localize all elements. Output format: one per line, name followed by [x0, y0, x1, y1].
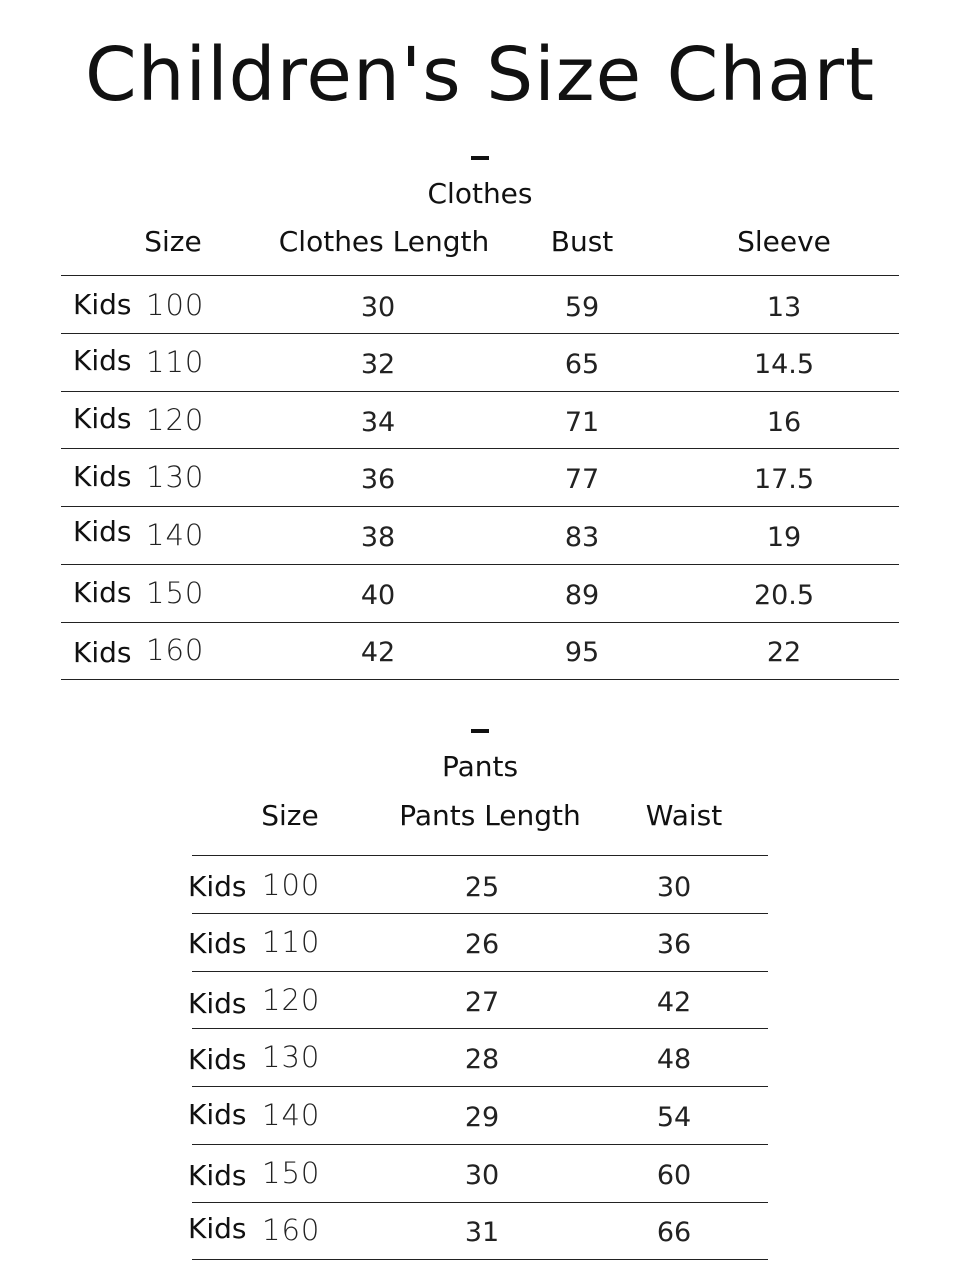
waist-value: 42	[656, 987, 692, 1018]
size-value: 110	[146, 345, 205, 379]
size-value: 110	[262, 925, 321, 959]
size-value: 100	[146, 288, 205, 322]
table-row	[0, 334, 960, 392]
length-value: 42	[360, 637, 396, 668]
table-row	[0, 1203, 960, 1261]
length-value: 30	[464, 1160, 500, 1191]
kids-label: Kids	[188, 870, 247, 903]
table-row	[0, 276, 960, 334]
kids-label: Kids	[73, 344, 132, 377]
size-value: 140	[146, 518, 205, 552]
table-row	[0, 1087, 960, 1145]
table-row	[0, 507, 960, 565]
clothes-header-bust: Bust	[550, 225, 614, 258]
bust-value: 71	[564, 407, 600, 438]
clothes-header-length: Clothes Length	[278, 225, 490, 258]
size-value: 120	[146, 403, 205, 437]
table-rule	[192, 1259, 768, 1260]
kids-label: Kids	[73, 460, 132, 493]
kids-label: Kids	[73, 402, 132, 435]
waist-value: 36	[656, 929, 692, 960]
length-value: 34	[360, 407, 396, 438]
table-row	[0, 856, 960, 914]
bust-value: 89	[564, 580, 600, 611]
kids-label: Kids	[188, 987, 247, 1020]
kids-label: Kids	[188, 1098, 247, 1131]
bust-value: 59	[564, 292, 600, 323]
table-row	[0, 392, 960, 450]
kids-label: Kids	[73, 288, 132, 321]
size-value: 120	[262, 983, 321, 1017]
table-row	[0, 972, 960, 1030]
bust-value: 77	[564, 464, 600, 495]
clothes-header-sleeve: Sleeve	[737, 225, 831, 258]
size-value: 160	[262, 1213, 321, 1247]
size-value: 100	[262, 868, 321, 902]
sleeve-value: 17.5	[753, 464, 815, 495]
section-dash	[471, 156, 489, 160]
kids-label: Kids	[188, 1043, 247, 1076]
table-row	[0, 1029, 960, 1087]
pants-header-length: Pants Length	[399, 799, 581, 832]
bust-value: 95	[564, 637, 600, 668]
waist-value: 30	[656, 872, 692, 903]
table-row	[0, 1145, 960, 1203]
table-rule	[61, 679, 899, 680]
pants-section-title: Pants	[441, 750, 519, 783]
size-value: 130	[146, 460, 205, 494]
size-value: 150	[146, 576, 205, 610]
waist-value: 60	[656, 1160, 692, 1191]
pants-header-waist: Waist	[645, 799, 723, 832]
length-value: 32	[360, 349, 396, 380]
length-value: 25	[464, 872, 500, 903]
length-value: 27	[464, 987, 500, 1018]
bust-value: 83	[564, 522, 600, 553]
size-value: 160	[146, 633, 205, 667]
length-value: 30	[360, 292, 396, 323]
table-row	[0, 623, 960, 681]
bust-value: 65	[564, 349, 600, 380]
length-value: 36	[360, 464, 396, 495]
size-value: 140	[262, 1098, 321, 1132]
size-value: 150	[262, 1156, 321, 1190]
sleeve-value: 16	[766, 407, 802, 438]
sleeve-value: 13	[766, 292, 802, 323]
length-value: 31	[464, 1217, 500, 1248]
sleeve-value: 14.5	[753, 349, 815, 380]
length-value: 28	[464, 1044, 500, 1075]
table-row	[0, 565, 960, 623]
table-row	[0, 449, 960, 507]
length-value: 26	[464, 929, 500, 960]
page-title: Children's Size Chart	[84, 32, 876, 118]
waist-value: 54	[656, 1102, 692, 1133]
waist-value: 48	[656, 1044, 692, 1075]
kids-label: Kids	[188, 927, 247, 960]
length-value: 29	[464, 1102, 500, 1133]
waist-value: 66	[656, 1217, 692, 1248]
kids-label: Kids	[73, 636, 132, 669]
kids-label: Kids	[188, 1159, 247, 1192]
sleeve-value: 22	[766, 637, 802, 668]
kids-label: Kids	[73, 515, 132, 548]
length-value: 40	[360, 580, 396, 611]
kids-label: Kids	[73, 576, 132, 609]
sleeve-value: 19	[766, 522, 802, 553]
size-value: 130	[262, 1040, 321, 1074]
length-value: 38	[360, 522, 396, 553]
clothes-section-title: Clothes	[427, 177, 533, 210]
clothes-header-size: Size	[144, 225, 202, 258]
table-row	[0, 914, 960, 972]
section-dash	[471, 729, 489, 733]
pants-header-size: Size	[261, 799, 319, 832]
sleeve-value: 20.5	[753, 580, 815, 611]
kids-label: Kids	[188, 1212, 247, 1245]
